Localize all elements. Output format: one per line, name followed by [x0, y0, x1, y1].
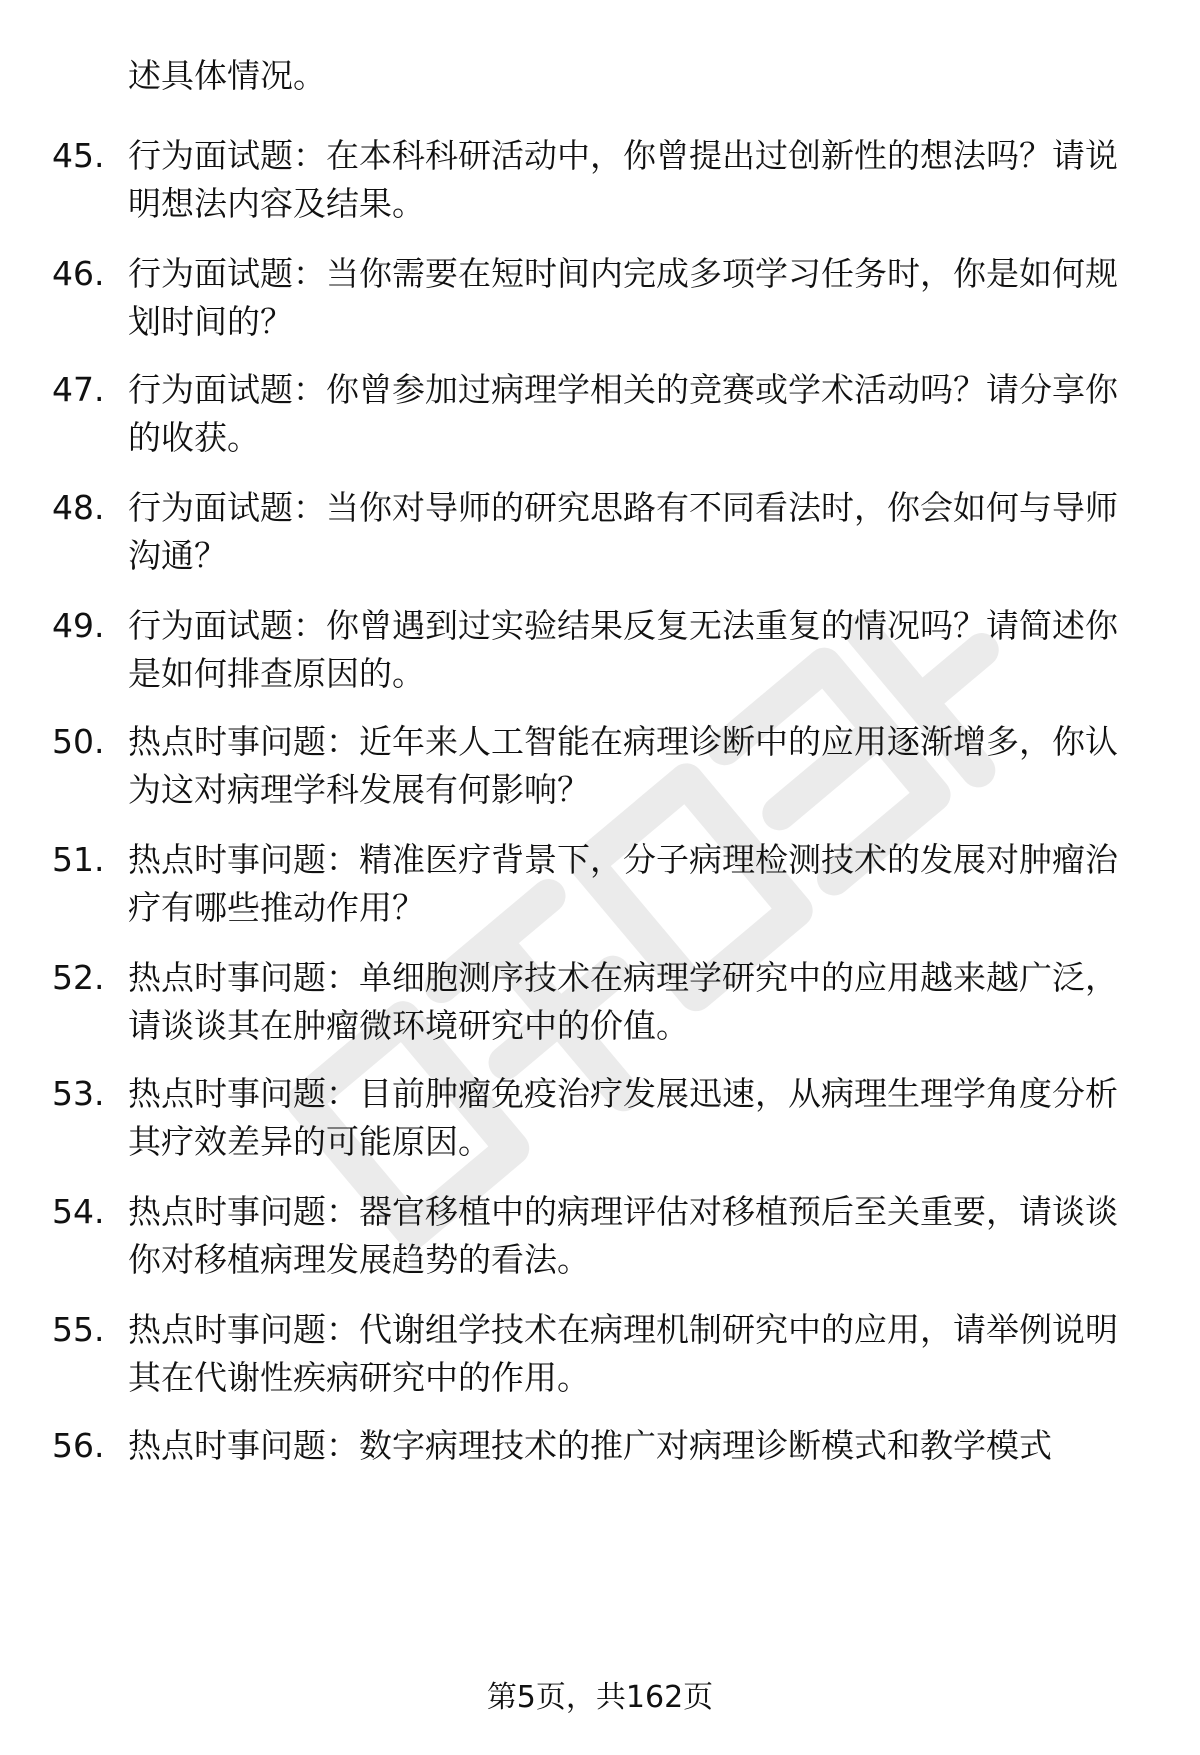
question-number: 56.: [52, 1426, 105, 1465]
question-text: 热点时事问题：目前肿瘤免疫治疗发展迅速，从病理生理学角度分析其疗效差异的可能原因。: [128, 1074, 1118, 1161]
question-number: 48.: [52, 488, 105, 527]
list-item: [52, 1070, 1152, 1166]
question-text: 热点时事问题：器官移植中的病理评估对移植预后至关重要，请谈谈你对移植病理发展趋势的看法。: [128, 1192, 1118, 1279]
list-item: [52, 1306, 1152, 1402]
question-number: 46.: [52, 254, 105, 293]
question-text: 行为面试题：在本科科研活动中，你曾提出过创新性的想法吗？请说明想法内容及结果。: [128, 136, 1118, 223]
list-item: [52, 602, 1152, 698]
page-footer: 第5页，共162页: [486, 1680, 714, 1715]
question-number: 45.: [52, 136, 105, 175]
question-number: 51.: [52, 840, 105, 879]
list-item: [52, 718, 1152, 814]
list-item: [52, 132, 1152, 228]
question-text: 热点时事问题：代谢组学技术在病理机制研究中的应用，请举例说明其在代谢性疾病研究中的作用。: [128, 1310, 1118, 1397]
list-item: [52, 484, 1152, 580]
question-text: 热点时事问题：近年来人工智能在病理诊断中的应用逐渐增多，你认为这对病理学科发展有何影响？: [128, 722, 1118, 809]
question-text: 热点时事问题：数字病理技术的推广对病理诊断模式和教学模式: [128, 1426, 1052, 1465]
question-number: 50.: [52, 722, 105, 761]
question-text: 行为面试题：当你对导师的研究思路有不同看法时，你会如何与导师沟通？: [128, 488, 1118, 575]
question-text: 热点时事问题：精准医疗背景下，分子病理检测技术的发展对肿瘤治疗有哪些推动作用？: [128, 840, 1118, 927]
list-item: [52, 1422, 1152, 1470]
list-item: [52, 366, 1152, 462]
question-number: 55.: [52, 1310, 105, 1349]
question-text: 行为面试题：当你需要在短时间内完成多项学习任务时，你是如何规划时间的？: [128, 254, 1118, 341]
question-number: 49.: [52, 606, 105, 645]
question-text: 热点时事问题：单细胞测序技术在病理学研究中的应用越来越广泛，请谈谈其在肿瘤微环境研究中的价值。: [128, 958, 1118, 1045]
question-text: 行为面试题：你曾参加过病理学相关的竞赛或学术活动吗？请分享你的收获。: [128, 370, 1118, 457]
question-number: 47.: [52, 370, 105, 409]
list-item: [52, 1188, 1152, 1284]
list-item: [52, 954, 1152, 1050]
list-item: [52, 250, 1152, 346]
question-number: 54.: [52, 1192, 105, 1231]
question-number: 53.: [52, 1074, 105, 1113]
question-text: 行为面试题：你曾遇到过实验结果反复无法重复的情况吗？请简述你是如何排查原因的。: [128, 606, 1118, 693]
question-number: 52.: [52, 958, 105, 997]
list-item: [52, 836, 1152, 932]
continuation-text: 述具体情况。: [128, 56, 326, 95]
